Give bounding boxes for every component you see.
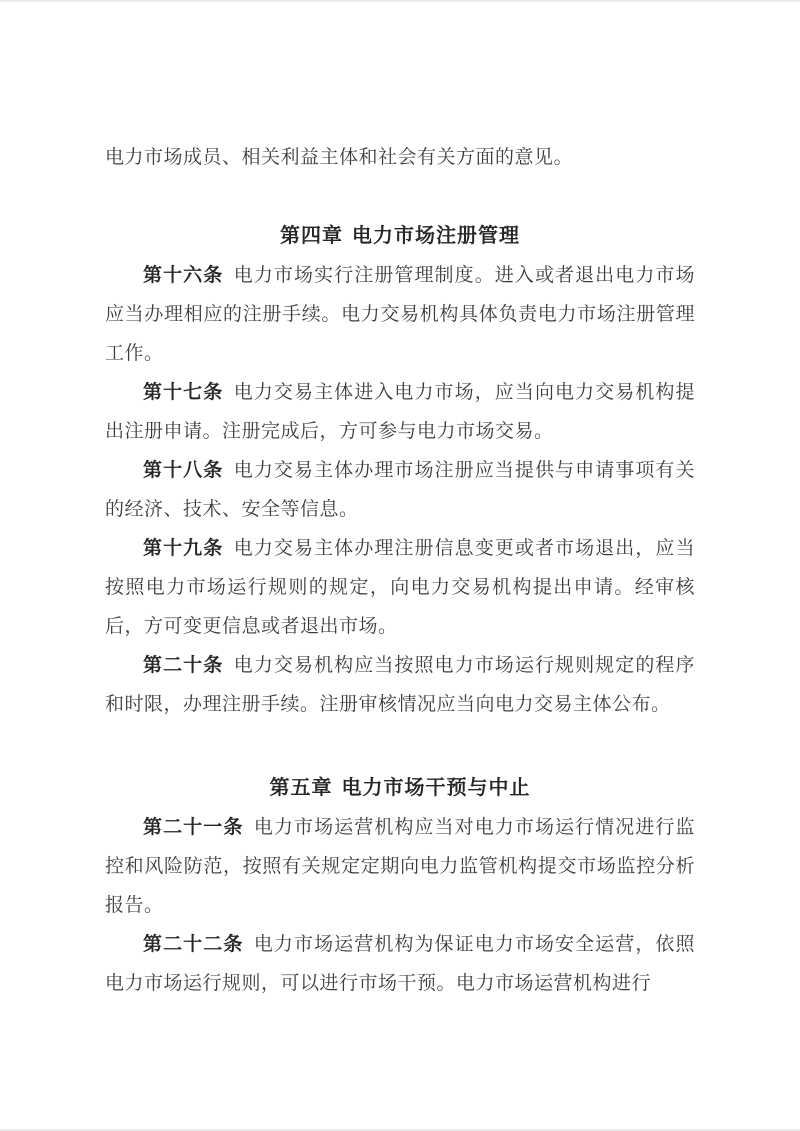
article-19-text: 电力交易主体办理注册信息变更或者市场退出，应当按照电力市场运行规则的规定，向电力交易机构提出申请。经审核后，方可变更信息或者退出市场。 — [105, 538, 695, 637]
article-22-text: 电力市场运营机构为保证电力市场安全运营，依照电力市场运行规则，可以进行市场干预。电力市场运营机构进行 — [105, 934, 695, 994]
article-20-number: 第二十条 — [143, 655, 224, 676]
chapter-4-title: 电力市场注册管理 — [352, 225, 520, 247]
article-22-number: 第二十二条 — [143, 934, 244, 955]
article-21-number: 第二十一条 — [143, 817, 244, 838]
article-16 — [105, 256, 695, 373]
chapter-5-title: 电力市场干预与中止 — [341, 777, 531, 799]
chapter-4-number: 第四章 — [280, 225, 343, 247]
paragraph-continuation: 电力市场成员、相关利益主体和社会有关方面的意见。 — [105, 147, 574, 168]
article-21 — [105, 808, 695, 925]
article-19 — [105, 529, 695, 646]
article-22 — [105, 925, 695, 1003]
page-top-edge — [0, 0, 800, 2]
chapter-5-heading — [105, 769, 695, 808]
article-18 — [105, 451, 695, 529]
article-21-text: 电力市场运营机构应当对电力市场运行情况进行监控和风险防范，按照有关规定定期向电力监管机构提交市场监控分析报告。 — [105, 817, 695, 916]
article-18-text: 电力交易主体办理市场注册应当提供与申请事项有关的经济、技术、安全等信息。 — [105, 460, 695, 520]
article-17-number: 第十七条 — [143, 382, 224, 403]
article-16-text: 电力市场实行注册管理制度。进入或者退出电力市场应当办理相应的注册手续。电力交易机构具体负责电力市场注册管理工作。 — [105, 265, 695, 364]
article-19-number: 第十九条 — [143, 538, 224, 559]
article-17-text: 电力交易主体进入电力市场，应当向电力交易机构提出注册申请。注册完成后，方可参与电力市场交易。 — [105, 382, 695, 442]
article-20-text: 电力交易机构应当按照电力市场运行规则规定的程序和时限，办理注册手续。注册审核情况应当向电力交易主体公布。 — [105, 655, 695, 715]
article-16-number: 第十六条 — [143, 265, 224, 286]
article-17 — [105, 373, 695, 451]
chapter-5-number: 第五章 — [269, 777, 333, 799]
article-20 — [105, 646, 695, 724]
article-18-number: 第十八条 — [143, 460, 224, 481]
chapter-4-heading — [105, 217, 695, 256]
